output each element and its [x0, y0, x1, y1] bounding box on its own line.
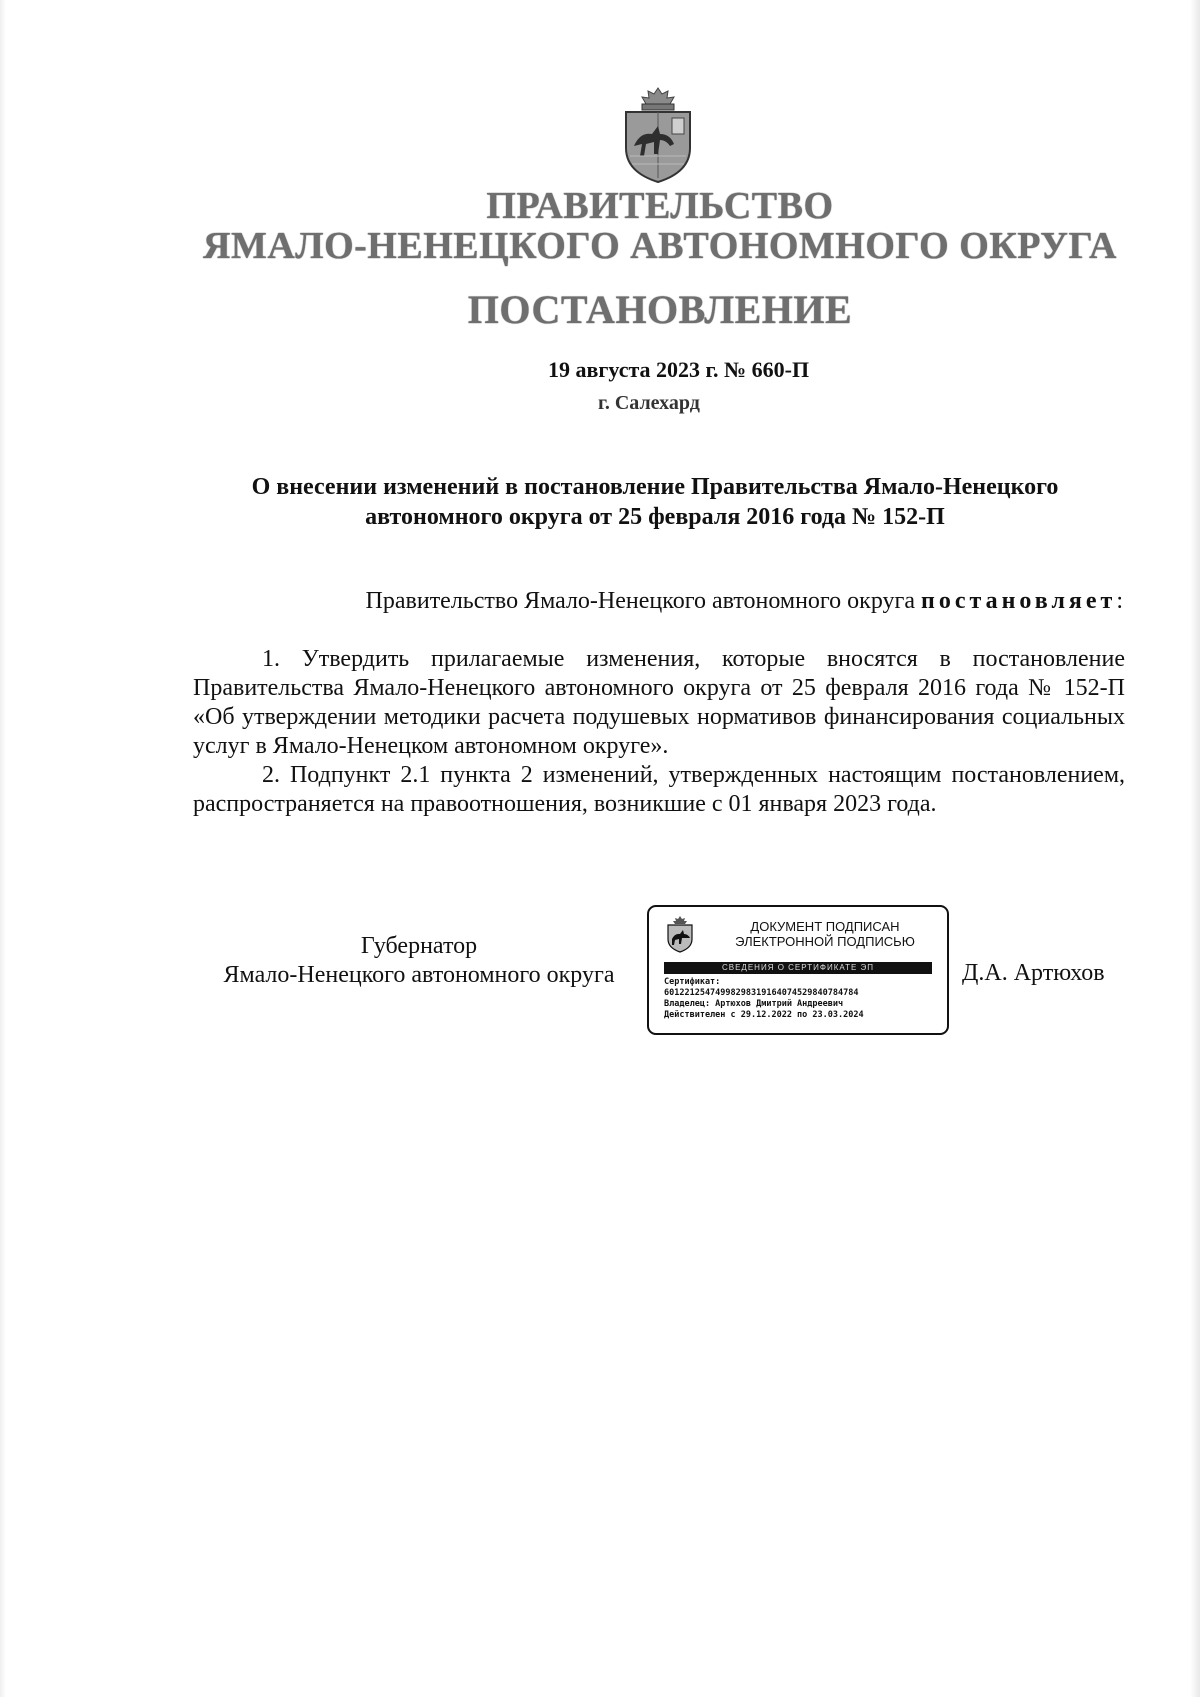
stamp-certificate-bar: СВЕДЕНИЯ О СЕРТИФИКАТЕ ЭП: [664, 962, 932, 974]
stamp-owner: Владелец: Артюхов Дмитрий Андреевич: [664, 999, 844, 1009]
document-subject: [190, 472, 1120, 532]
date-and-number: 19 августа 2023 г. № 660-П: [548, 357, 810, 382]
stamp-validity: Действителен с 29.12.2022 по 23.03.2024: [664, 1010, 864, 1020]
preamble-text: Правительство Ямало-Ненецкого автономного округа: [365, 588, 921, 614]
coat-of-arms-icon: [620, 86, 696, 184]
org-name-line1: ПРАВИТЕЛЬСТВО: [486, 185, 834, 227]
stamp-cert-label: Сертификат:: [664, 977, 721, 987]
stamp-heading-line1: ДОКУМЕНТ ПОДПИСАН: [750, 919, 900, 934]
electronic-signature-stamp: [647, 905, 949, 1035]
stamp-heading-line2: ЭЛЕКТРОННОЙ ПОДПИСЬЮ: [735, 934, 915, 949]
subject-line2: автономного округа от 25 февраля 2016 года № 152-П: [365, 504, 945, 530]
preamble-colon: :: [1116, 588, 1123, 614]
paragraph-1: 1. Утвердить прилагаемые изменения, которые вносятся в постановление Правительства Ямало-Ненецкого автономного округа от 25 февраля 2016 года № 152-П «Об утверждении методики расчета подушевых нормативов финансирования социальных услуг в Ямало-Ненецком автономном округе».: [193, 646, 1125, 759]
preamble: [193, 587, 1123, 616]
subject-line1: О внесении изменений в постановление Правительства Ямало-Ненецкого: [251, 474, 1059, 500]
stamp-heading: [705, 919, 945, 949]
page-left-edge: [0, 0, 6, 1697]
stamp-cert-value: 60122125474998298319164074529840784784: [664, 988, 859, 998]
signatory-title-line1: Губернатор: [360, 933, 478, 959]
preamble-resolves: постановляет: [921, 588, 1117, 614]
signatory-title-line2: Ямало-Ненецкого автономного округа: [223, 962, 615, 988]
org-name-line2: ЯМАЛО-НЕНЕЦКОГО АВТОНОМНОГО ОКРУГА: [203, 225, 1117, 267]
stamp-certificate-info: [664, 977, 864, 1021]
signatory-name: Д.А. Артюхов: [962, 960, 1105, 986]
signatory-title: [193, 932, 645, 990]
paragraph-2: 2. Подпункт 2.1 пункта 2 изменений, утвержденных настоящим постановлением, распространяется на правоотношения, возникшие с 01 января 2023 года.: [193, 762, 1125, 817]
coat-of-arms-icon: [665, 915, 695, 953]
document-type: ПОСТАНОВЛЕНИЕ: [467, 287, 853, 332]
city: г. Салехард: [598, 392, 700, 414]
